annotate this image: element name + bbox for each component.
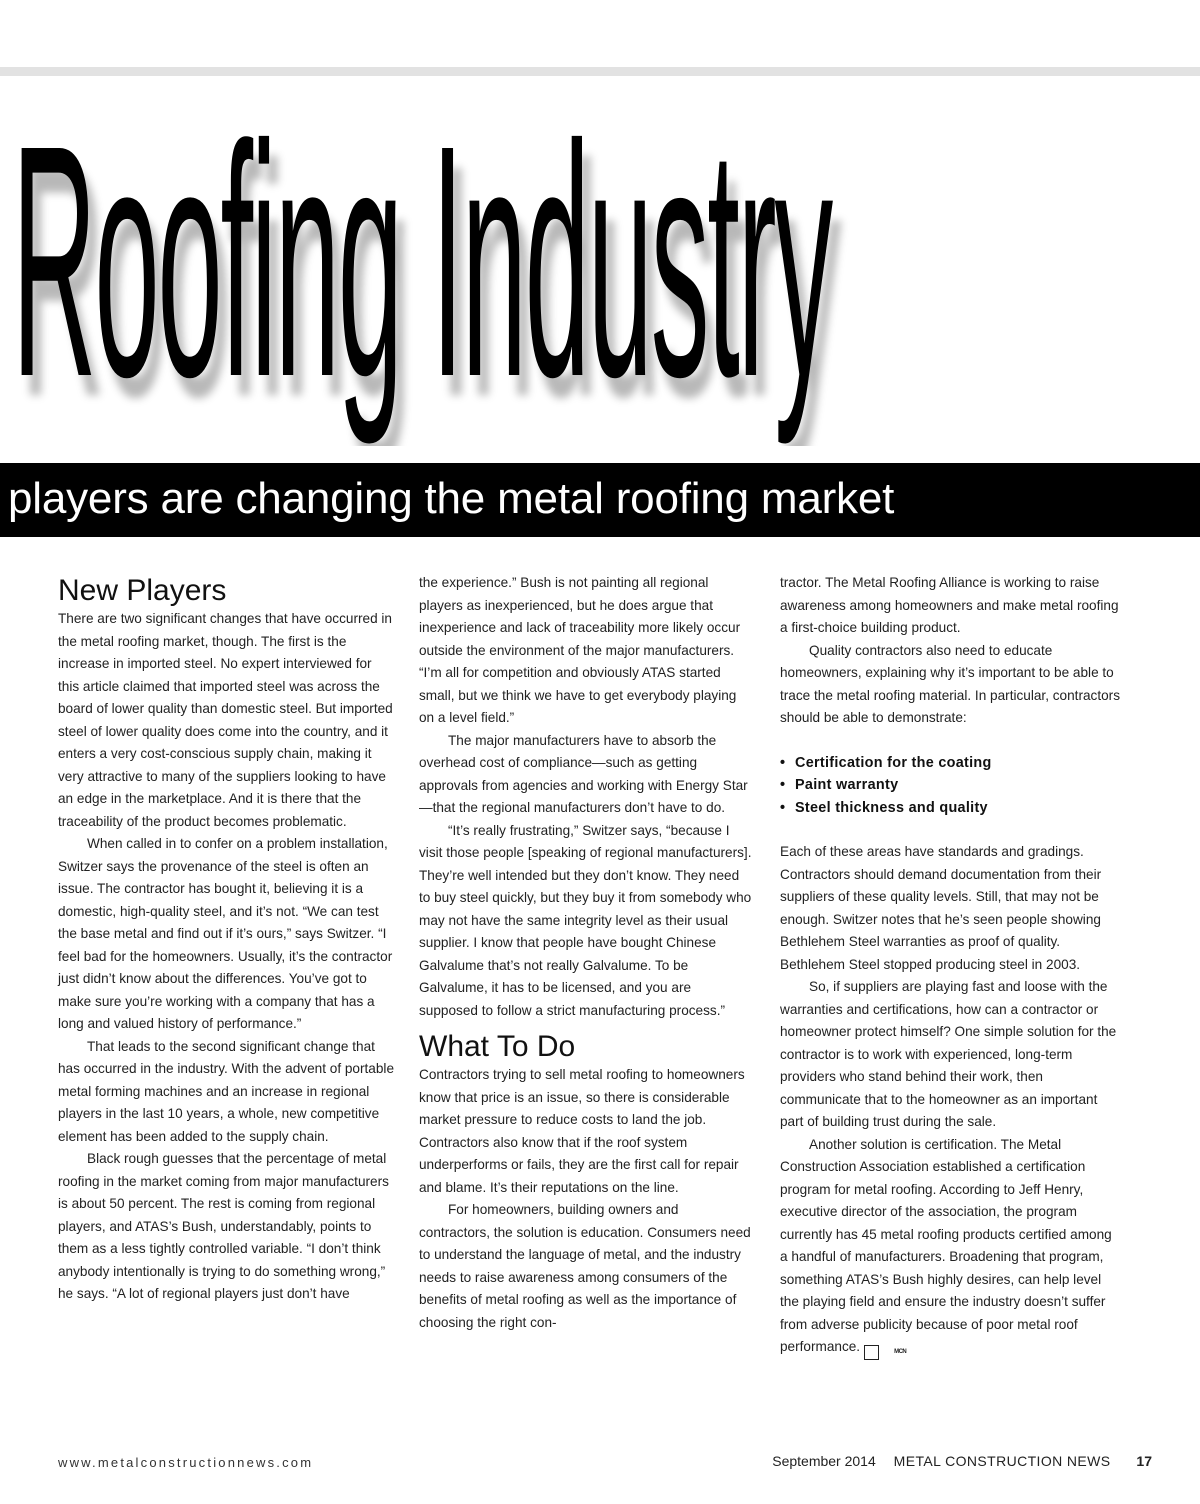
paragraph-text: Another solution is certification. The Metal Construction Association established a certification program for metal roofing. According to Jeff Henry, executive director of the association, the program currently has 45 metal roofing products certified among a handful of manufacturers. Broadening that program, something ATAS’s Bush highly desires, can help level the playing field and ensure the industry doesn’t suffer from adverse publicity because of poor metal roof performance. — [780, 1136, 1112, 1354]
bullet-item: • Steel thickness and quality — [780, 797, 1120, 820]
bullet-list — [780, 752, 1120, 820]
paragraph: Black rough guesses that the percentage of metal roofing in the market coming from major manufacturers is about 50 percent. The rest is coming from regional players, and ATAS’s Bush, understandably, points to them as a less tightly controlled variable. “I don’t think anybody intentionally is trying to do something wrong,” he says. “A lot of regional players just don’t have — [58, 1151, 389, 1301]
paragraph: Each of these areas have standards and gradings. Contractors should demand documentation from their suppliers of these quality levels. Still, that may not be enough. Switzer notes that he’s seen people showing Bethlehem Steel warranties as proof of quality. Bethlehem Steel stopped producing steel in 2003. — [780, 844, 1102, 972]
spacer — [780, 819, 1120, 841]
top-rule — [0, 67, 1200, 76]
paragraph: tractor. The Metal Roofing Alliance is working to raise awareness among homeowners and make metal roofing a first-choice building product. — [780, 575, 1119, 635]
paragraph: For homeowners, building owners and contractors, the solution is education. Consumers need to understand the language of metal, and the industry needs to raise awareness among consumers of the benefits of metal roofing as well as the importance of choosing the right con- — [419, 1202, 751, 1330]
footer-url: www.metalconstructionnews.com — [58, 1455, 314, 1470]
heading-what-to-do: What To Do — [419, 1030, 576, 1063]
paragraph: Contractors trying to sell metal roofing to homeowners know that price is an issue, so there is considerable market pressure to reduce costs to land the job. Contractors also know that if the roof system underperforms or fails, they are the first call for repair and blame. It’s their reputations on the line. — [419, 1067, 745, 1195]
end-mark-icon: MCN — [864, 1345, 879, 1360]
paragraph: the experience.” Bush is not painting all regional players as inexperienced, but he does argue that inexperience and lack of traceability more likely occur outside the environment of the major manufacturers. “I’m all for competition and obviously ATAS started small, but we think we have to get everybody playing on a level field.” — [419, 575, 741, 725]
paragraph: That leads to the second significant change that has occurred in the industry. With the advent of portable metal forming machines and an increase in regional players in the last 10 years, a whole, new competitive element has been added to the supply chain. — [58, 1038, 395, 1144]
heading-new-players: New Players — [58, 574, 227, 607]
column-2 — [419, 572, 753, 1334]
paragraph-last — [780, 1134, 1120, 1361]
paragraph: The major manufacturers have to absorb the overhead cost of compliance—such as getting approvals from agencies and working with Energy Star—that the regional manufacturers don’t have to do. — [419, 732, 748, 815]
paragraph: When called in to confer on a problem installation, Switzer says the provenance of the steel is often an issue. The contractor has bought it, believing it is a domestic, high-quality steel, and it’s not. “We can test the base metal and find out if it’s ours,” says Switzer. “I feel bad for the homeowners. Usually, it’s the contractor just didn’t know about the differences. You’ve got to make sure you’re working with a company that has a long and valued history of performance.” — [58, 836, 393, 1031]
paragraph: Quality contractors also need to educate homeowners, explaining why it’s important to be able to trace the metal roofing material. In particular, contractors should be able to demonstrate: — [780, 642, 1120, 725]
headline-area — [0, 96, 1200, 446]
paragraph: There are two significant changes that have occurred in the metal roofing market, though. The first is the increase in imported steel. No expert interviewed for this article claimed that imported steel was across the board of lower quality than domestic steel. But imported steel of lower quality does come into the country, and it enters a very cost-conscious supply chain, making it very attractive to many of the suppliers looking to have an edge in the marketplace. And it is there that the traceability of the product becomes problematic. — [58, 611, 393, 829]
column-1 — [58, 572, 394, 1306]
headline: Roofing Industry — [12, 96, 831, 445]
paragraph: “It’s really frustrating,” Switzer says, “because I visit those people [speaking of regional manufacturers]. They’re well intended but they don’t know. They need to buy steel quickly, but they buy it from somebody who may not have the same integrity level as their usual supplier. I know that people have bought Chinese Galvalume that’s not really Galvalume. To be Galvalume, it has to be licensed, and you are supposed to follow a strict manufacturing process.” — [419, 822, 752, 1018]
footer-folio — [772, 1453, 1152, 1469]
page-number: 17 — [1136, 1453, 1152, 1469]
spacer — [780, 730, 1120, 752]
bullet-item: • Paint warranty — [780, 774, 1120, 797]
column-3 — [780, 572, 1120, 1360]
paragraph: So, if suppliers are playing fast and loose with the warranties and certifications, how can a contractor or homeowner protect himself? One simple solution for the contractor is to work with experienced, long-term providers who stand behind their work, then communicate that to the homeowner as an important part of building trust during the sale. — [780, 979, 1117, 1129]
footer-date: September 2014 — [772, 1453, 876, 1469]
deck: players are changing the metal roofing market — [8, 474, 895, 523]
bullet-item: • Certification for the coating — [780, 752, 1120, 775]
footer-publication: METAL CONSTRUCTION NEWS — [893, 1453, 1111, 1469]
deck-bar — [0, 463, 1200, 537]
